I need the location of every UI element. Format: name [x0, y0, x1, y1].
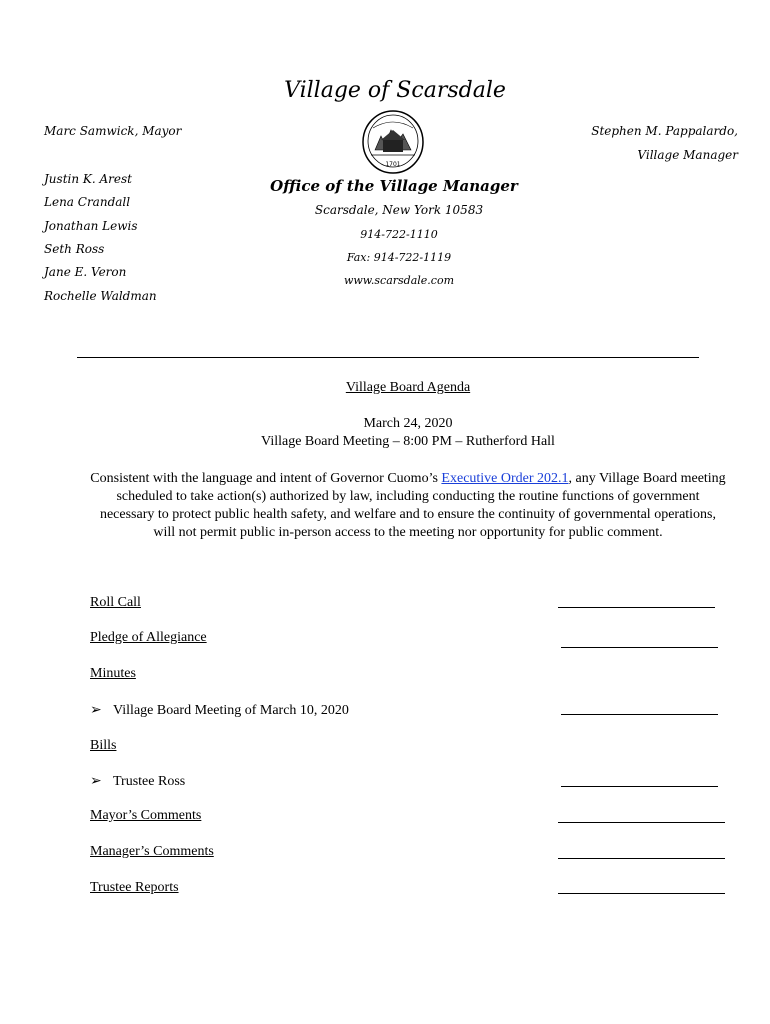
- village-seal-icon: [361, 110, 425, 174]
- arrow-bullet-icon: ➢: [90, 774, 102, 789]
- seal-year: 1701: [385, 161, 401, 168]
- signature-line: [561, 647, 718, 648]
- trustee-name: Lena Crandall: [44, 195, 131, 209]
- trustee-name: Seth Ross: [44, 242, 105, 256]
- office-title: Office of the Village Manager: [270, 177, 518, 195]
- agenda-subitem-bills: [90, 773, 185, 790]
- meeting-date: March 24, 2020: [363, 416, 453, 431]
- village-title: Village of Scarsdale: [284, 78, 506, 103]
- agenda-item-manager-comments: Manager’s Comments: [90, 844, 214, 859]
- office-fax: Fax: 914-722-1119: [346, 251, 452, 264]
- agenda-item-roll-call: Roll Call: [90, 595, 141, 610]
- manager-title: Village Manager: [637, 148, 738, 162]
- signature-line: [561, 714, 718, 715]
- signature-line: [561, 786, 718, 787]
- manager-name: Stephen M. Pappalardo,: [591, 124, 738, 138]
- trustee-name: Jonathan Lewis: [44, 219, 138, 233]
- public-notice: [88, 470, 728, 542]
- subitem-label: Village Board Meeting of March 10, 2020: [113, 703, 349, 718]
- agenda-item-mayor-comments: Mayor’s Comments: [90, 808, 202, 823]
- subitem-label: Trustee Ross: [113, 774, 186, 789]
- agenda-subitem-minutes: [90, 702, 349, 719]
- trustee-name: Justin K. Arest: [44, 172, 132, 186]
- office-website: www.scarsdale.com: [343, 274, 455, 287]
- signature-line: [558, 893, 725, 894]
- office-phone: 914-722-1110: [360, 228, 438, 241]
- arrow-bullet-icon: ➢: [90, 703, 102, 718]
- agenda-title: Village Board Agenda: [345, 380, 471, 395]
- agenda-item-pledge: Pledge of Allegiance: [90, 630, 207, 645]
- meeting-details: Village Board Meeting – 8:00 PM – Rutherford Hall: [261, 434, 555, 449]
- trustee-name: Jane E. Veron: [44, 265, 127, 279]
- signature-line: [558, 822, 725, 823]
- agenda-item-minutes: Minutes: [90, 666, 136, 681]
- agenda-item-trustee-reports: Trustee Reports: [90, 880, 179, 895]
- trustee-name: Rochelle Waldman: [44, 289, 157, 303]
- signature-line: [558, 607, 715, 608]
- signature-line: [558, 858, 725, 859]
- mayor-name: Marc Samwick, Mayor: [44, 124, 182, 138]
- header-divider: [77, 357, 699, 358]
- office-address: Scarsdale, New York 10583: [314, 203, 484, 217]
- notice-text: Consistent with the language and intent of Governor Cuomo’s: [90, 471, 442, 486]
- executive-order-link[interactable]: Executive Order 202.1: [441, 471, 569, 486]
- agenda-item-bills: Bills: [90, 738, 117, 753]
- notice-text: , any Village Board meeting scheduled to take action(s) authorized by law, including conducting the routine functions of government necessary to protect public health safety, and welfare and to ensure the continuity of governmental operations, will not permit public in-person access to the meeting nor opportunity for public comment.: [99, 471, 726, 540]
